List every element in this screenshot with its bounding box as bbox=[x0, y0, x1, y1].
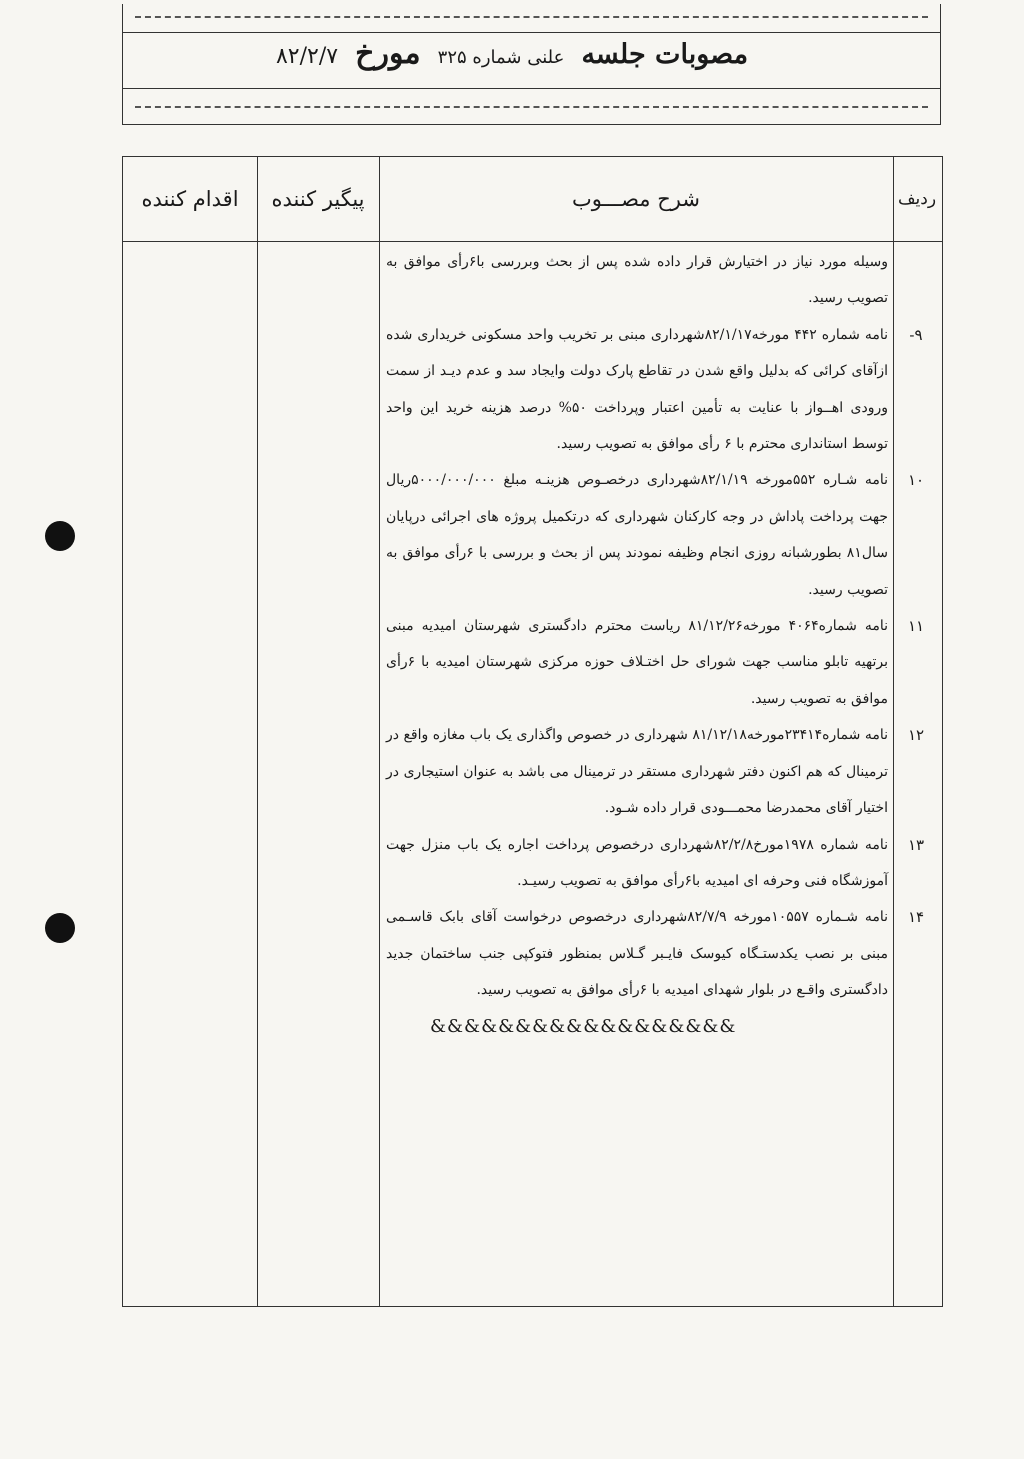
row-number: ۱۴ bbox=[907, 908, 925, 927]
end-of-list-mark: &&&&&&&&&&&&&&&&&& bbox=[430, 1015, 737, 1037]
resolution-row bbox=[380, 899, 940, 1008]
resolution-row bbox=[380, 244, 940, 317]
header-rule-1 bbox=[123, 32, 940, 33]
column-header-description: شرح مصـــوب bbox=[572, 187, 700, 211]
resolution-row bbox=[380, 608, 940, 717]
punch-hole-top bbox=[45, 521, 75, 551]
row-number: ۱۰ bbox=[907, 471, 925, 490]
row-text: نامه شـماره ۱۰۵۵۷مورخه ۸۲/۷/۹شهرداری درخصوص درخواست آقای بابک قاسـمی مبنی بر نصب یکدستـگاه کیوسک فایـبر گـلاس بمنظور فتوکپی جنب ساختمان جدید دادگستری واقـع در بلوار شهدای امیدیه با ۶رأی موافق به تصویب رسید. bbox=[386, 909, 888, 999]
header-rule-2 bbox=[123, 88, 940, 89]
column-header-follow-up: پیگیر کننده bbox=[271, 187, 365, 211]
header-title-row bbox=[140, 36, 884, 84]
row-text: نامه شماره ۴۴۲ مورخه۸۲/۱/۱۷شهرداری مبنی بر تخریب واحد مسکونی خریداری شده ازآقای کرائی که بدلیل واقع شدن در تقاطع پارک دولت وایجاد سد و عدم دیـد از سمت ورودی اهــواز با عنایت به تأمین اعتبار وپرداخت ۵۰% درصد هزینه خرید این واحد توسط استانداری محترم با ۶ رأی موافق به تصویب رسید. bbox=[386, 326, 889, 453]
header-dashed-rule-bottom bbox=[135, 106, 928, 108]
table-header-rule bbox=[123, 241, 942, 242]
row-number: ۹- bbox=[909, 325, 923, 344]
date-label: مورخ bbox=[355, 36, 421, 71]
column-header-row-number: ردیف bbox=[897, 189, 937, 209]
row-number: ۱۳ bbox=[907, 835, 925, 854]
resolution-row bbox=[380, 317, 940, 463]
column-header-action: اقدام کننده bbox=[141, 187, 239, 211]
session-number: علنی شماره ۳۲۵ bbox=[437, 47, 565, 68]
column-divider bbox=[257, 157, 258, 1306]
resolution-row bbox=[380, 827, 940, 900]
header-dashed-rule-top bbox=[135, 16, 928, 18]
row-number: ۱۱ bbox=[907, 617, 925, 636]
resolutions-list bbox=[380, 244, 940, 1045]
row-text: نامه شماره ۱۹۷۸مورخ۸۲/۲/۸شهرداری درخصوص پرداخت اجاره یک باب منزل جهت آموزشگاه فنی وحرفه ای امیدیه با۶رأی موافق به تصویب رسیـد. bbox=[386, 836, 888, 889]
row-number: ۱۲ bbox=[907, 726, 925, 745]
row-text: وسیله مورد نیاز در اختیارش قرار داده شده پس از بحث وبررسی با۶رأی موافق به تصویب رسید. bbox=[386, 254, 888, 307]
session-date: ۸۲/۲/۷ bbox=[275, 44, 339, 69]
punch-hole-bottom bbox=[45, 913, 75, 943]
row-text: نامه شماره۲۳۴۱۴مورخه۸۱/۱۲/۱۸ شهرداری در خصوص واگذاری یک باب مغازه واقع در ترمینال که هم اکنون دفتر شهرداری مستقر در ترمینال می باشد به عنوان استیجاری در اختیار آقای محمدرضا محمـــودی قرار داده شـود. bbox=[386, 727, 888, 817]
resolution-row bbox=[380, 462, 940, 608]
document-title: مصوبات جلسه bbox=[581, 39, 749, 70]
row-text: نامه شـاره ۵۵۲مورخه ۸۲/۱/۱۹شهرداری درخصـوص هزینـه مبلغ ۵۰۰۰/۰۰۰/۰۰۰ریال جهت پرداخت پاداش در وجه کارکنان شهرداری که درتکمیل پروژه های اجرائی درپایان سال۸۱ بطورشبانه روزی انجام وظیفه نمودند پس از بحث و بررسی با ۶رأی موافق به تصویب رسید. bbox=[386, 472, 888, 598]
resolution-row bbox=[380, 717, 940, 826]
row-text: نامه شماره۴۰۶۴ مورخه۸۱/۱۲/۲۶ ریاست محترم دادگستری شهرستان امیدیه مبنی برتهیه تابلو مناسب جهت شورای حل اختـلاف حوزه مرکزی شهرستان امیدیه با ۶رأی موافق به تصویب رسید. bbox=[386, 618, 888, 707]
